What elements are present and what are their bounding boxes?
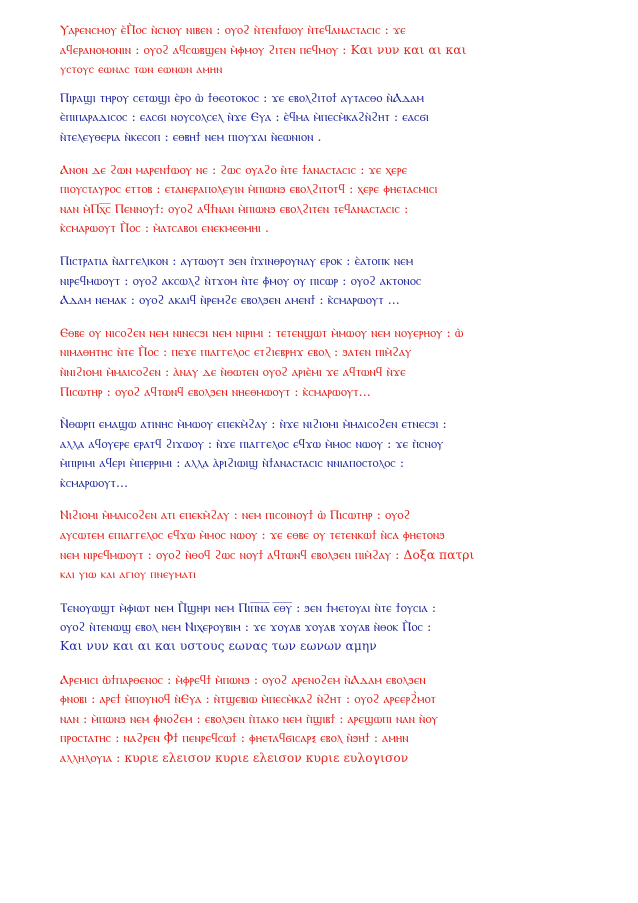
stanza-line: ⲛⲁⲛ : ⲙ̀ⲡⲱⲛϧ ⲛⲉⲙ ⲫ̀ⲛⲟϩⲉⲙ : ⲉⲃⲟⲗϧⲉⲛ ⲡ̀ⲧⲁⲕⲟ ⲛⲉⲙ ⲡ̀ϣⲓⲃϯ : ⲁⲣⲉϣⲱⲡⲓ ⲛⲁⲛ ⲛ̀ⲟⲩ [60, 710, 438, 726]
stanza-line: ⲫⲛⲟⲃⲓ : ⲁⲣⲉϯ ⲙ̀ⲡⲟⲩⲛⲟϥ ⲛ̀Ⲉⲩⲁ : ⲛ̀ⲧϣⲉⲃⲓⲱ ⲙ̀ⲡⲉⲥⲙ̀ⲕⲁϩ ⲛ̀ϩⲏⲧ : ⲟⲩⲟϩ ⲁⲣⲉⲉⲣϩ̀ⲙⲟⲧ [60, 691, 436, 707]
stanza-line [60, 545, 600, 566]
stanza-line: ⲕ̀ⲥⲙⲁⲣⲱⲟⲩⲧ Ⲡ̀ⲟⲥ : ⲙ̀ⲁⲧⲥⲁⲃⲟⲓ ⲉⲛⲉⲕⲙⲉⲑⲙⲏⲓ . [60, 220, 270, 236]
coptic-text: ⲁⲗⲗⲏⲗⲟⲩⲓⲁ [60, 750, 113, 765]
stanza-line: ⲛⲓⲣⲉϥⲙⲱⲟⲩⲧ : ⲟⲩⲟϩ ⲁⲕⲥⲱⲗϩ ⲛ̀ⲧϫⲟⲙ ⲛ̀ⲧⲉ ⲫ̀ⲙⲟⲩ ⲟⲩ ⲡⲓⲥⲱⲣ : ⲟⲩⲟϩ ⲁⲕⲧⲟⲛⲟⲥ [60, 272, 422, 288]
stanza-line: ⲡⲓⲟⲩⲥⲧⲁⲩⲣⲟⲥ ⲉⲧⲧⲟⲃ : ⲉⲧⲁⲛⲉⲣⲁⲡⲟⲗⲉⲩⲓⲛ ⲙ̀ⲡⲓⲱⲛϧ ⲉⲃⲟⲗϩⲓⲧⲟⲧϥ : ⲭⲉⲣⲉ ⲫⲏⲉⲧⲁⲥⲙⲓⲥⲓ [60, 181, 438, 197]
stanza-line: ⲟⲩⲟϩ ⲛ̀ⲧⲉⲛⲱϣ ⲉⲃⲟⲗ ⲛⲉⲙ Ⲛⲓⲭⲉⲣⲟⲩⲃⲓⲙ : ϫⲉ ϫⲟⲩⲁⲃ ϫⲟⲩⲁⲃ ϫⲟⲩⲁⲃ ⲛ̀ⲑⲟⲕ Ⲡ̀ⲟⲥ : [60, 619, 432, 635]
stanza-line: ⲛⲓⲙⲁⲑⲏⲧⲏⲥ ⲛ̀ⲧⲉ Ⲡ̀ⲟⲥ : ⲡⲉϫⲉ ⲡⲓⲁⲅⲅⲉⲗⲟⲥ ⲉⲧϩⲓⲉⲃⲣⲏϫ ⲉⲃⲟⲗ : ϧⲁⲧⲉⲛ ⲡⲓⲙ̀ϩⲁⲩ [60, 344, 412, 360]
stanza-3 [60, 160, 600, 238]
greek-text: κυριε ελεισον κυριε ελεισον κυριε ευλογισον [124, 751, 409, 765]
stanza-line: Ⲁⲣⲉⲙⲓⲥⲓ ⲱ̀ϯⲡⲁⲣⲑⲉⲛⲟⲥ : ⲙ̀ⲫⲣⲉϥϯ ⲙ̀ⲡⲱⲛϧ : ⲟⲩⲟϩ ⲁⲣⲉⲛⲟϩⲉⲙ ⲛ̀Ⲁⲇⲁⲙ ⲉⲃⲟⲗϧⲉⲛ [60, 671, 426, 687]
stanza-5 [60, 323, 600, 401]
stanza-4 [60, 251, 600, 310]
stanza-line: Ⲁⲇⲁⲙ ⲛⲉⲙⲁⲕ : ⲟⲩⲟϩ ⲁⲕⲁⲓϥ ⲛ̀ⲣⲉⲙϩⲉ ⲉⲃⲟⲗϧⲉⲛ ⲁⲙⲉⲛϯ : ⲕ̀ⲥⲙⲁⲣⲱⲟⲩⲧ ... [60, 292, 400, 308]
stanza-line: Ⲛⲓϩⲓⲟⲙⲓ ⲙ̀ⲙⲁⲓⲥⲟϩⲉⲛ ⲁⲧⲓ ⲉⲡⲉⲕⲙ̀ϩⲁⲩ : ⲛⲉⲙ ⲡⲓⲥⲟⲓⲛⲟⲩϯ ⲱ̀ Ⲡⲓⲥⲱⲧⲏⲣ : ⲟⲩⲟϩ [60, 507, 411, 523]
document-page [60, 20, 600, 782]
stanza-line [60, 40, 600, 61]
stanza-1 [60, 20, 600, 80]
stanza-line: ⲕⲁⲓ ⲩⲓⲱ ⲕⲁⲓ ⲁⲅⲓⲟⲩ ⲡⲛⲉⲩⲙⲁⲧⲓ [60, 567, 197, 582]
coptic-text: ⲁϥⲉⲣⲁⲛⲟⲙⲟⲛⲓⲛ : ⲟⲩⲟϩ ⲁϥⲥⲱⲃϣⲉⲛ ⲙ̀ⲫⲙⲟⲩ ϩⲓⲧⲉⲛ ⲡⲉϥⲙⲟⲩ : [60, 41, 347, 57]
stanza-line: Ⲡⲓⲣⲁϣⲓ ⲧⲏⲣⲟⲩ ⲥⲉⲧⲱϣⲓ ⲉ̀ⲣⲟ ⲱ̀ ϯⲑⲉⲟⲧⲟⲕⲟⲥ : ϫⲉ ⲉⲃⲟⲗϩⲓⲧⲟϯ ⲁⲩⲧⲁⲥⲑⲟ ⲛ̀Ⲁⲇⲁⲙ [60, 89, 425, 105]
stanza-line: Ⲡⲓⲥⲱⲧⲏⲣ : ⲟⲩⲟϩ ⲁϥⲧⲱⲛϥ ⲉⲃⲟⲗϧⲉⲛ ⲛⲏⲉⲑⲙⲱⲟⲩⲧ : ⲕ̀ⲥⲙⲁⲣⲱⲟⲩⲧ... [60, 383, 371, 399]
stanza-line: Ⲧⲉⲛⲟⲩⲱϣⲧ ⲙ̀ⲫⲓⲱⲧ ⲛⲉⲙ Ⲡ̀ϣⲏⲣⲓ ⲛⲉⲙ Ⲡⲓⲡ̅ⲛ̅ⲁ̅ ⲉ̅ⲑ̅ⲩ̅ : ϧⲉⲛ ϯⲙⲉⲧⲟⲩⲁⲓ ⲛ̀ⲧⲉ ϯⲟⲩⲥⲓⲁ : [60, 599, 437, 615]
stanza-line: ⲉ̀ⲡⲓⲡⲁⲣⲁⲇⲓⲥⲟⲥ : ⲉⲁⲥϭⲓ ⲛⲟⲩⲥⲟⲗⲥⲉⲗ ⲛ̀ϫⲉ Ⲉⲩⲁ : ⲉ̀ϥⲙⲁ ⲙ̀ⲡⲉⲥⲙ̀ⲕⲁϩⲛ̀ϩⲏⲧ : ⲉⲁⲥϭⲓ [60, 109, 429, 125]
greek-text: Και νυν και αι και [350, 42, 467, 57]
stanza-line: ⲕ̀ⲥⲙⲁⲣⲱⲟⲩⲧ... [60, 474, 129, 490]
stanza-line: Ⲡⲓⲥⲧⲣⲁⲧⲓⲁ ⲛ̀ⲁⲅⲅⲉⲗⲓⲕⲟⲛ : ⲁⲩⲧⲱⲟⲩⲧ ϧⲉⲛ ⲡ̀ϫⲓⲛⲑⲣⲟⲩⲛⲁⲩ ⲉⲣⲟⲕ : ⲉ̀ⲁⲧⲟⲡⲕ ⲛⲉⲙ [60, 252, 414, 268]
stanza-2 [60, 88, 600, 147]
stanza-line: Ⲁⲛⲟⲛ ⲇⲉ ϩⲱⲛ ⲙⲁⲣⲉⲛϯⲱⲟⲩ ⲛⲉ : ϩⲱⲥ ⲟⲩⲁϩⲟ ⲛ̀ⲧⲉ ϯⲁⲛⲁⲥⲧⲁⲥⲓⲥ : ϫⲉ ⲭⲉⲣⲉ [60, 161, 408, 177]
stanza-6 [60, 414, 600, 492]
stanza-line: Ⲛ̀ⲑⲱⲣⲡ ⲉⲙⲁϣⲱ ⲁⲧⲓⲛⲏⲥ ⲙ̀ⲙⲱⲟⲩ ⲉⲡⲉⲕⲙ̀ϩⲁⲩ : ⲛ̀ϫⲉ ⲛⲓϩⲓⲟⲙⲓ ⲙ̀ⲙⲁⲓⲥⲟϩⲉⲛ ⲉⲧⲛⲉⲥϧⲓ : [60, 416, 447, 432]
stanza-line: ⲛⲁⲛ ⲙ̀Ⲡⲭ̅ⲥ̅ Ⲡⲉⲛⲛⲟⲩϯ: ⲟⲩⲟϩ ⲁϥϯⲛⲁⲛ ⲙ̀ⲡⲓⲱⲛϧ ⲉⲃⲟⲗϩⲓⲧⲉⲛ ⲧⲉϥⲁⲛⲁⲥⲧⲁⲥⲓⲥ : [60, 200, 409, 216]
stanza-line: ⲛ̀ⲧⲉⲗⲉⲩⲑⲉⲣⲓⲁ ⲛ̀ⲕⲉⲥⲟⲡ : ⲉⲑⲃⲏϯ ⲛⲉⲙ ⲡⲓⲟⲩϫⲁⲓ ⲛ̀ⲉⲱⲛⲓⲟⲛ . [60, 128, 322, 144]
stanza-line: ⲙ̀ⲡⲓⲣⲓⲙⲓ ⲁϥⲉⲣⲓ ⲙ̀ⲡⲉⲣⲣⲓⲙⲓ : ⲁⲗⲗⲁ ⲁ̀ⲣⲓϩⲓⲱⲓϣ ⲛ̀ϯⲁⲛⲁⲥⲧⲁⲥⲓⲥ ⲛⲛⲓⲁⲡⲟⲥⲧⲟⲗⲟⲥ : [60, 455, 405, 471]
stanza-8 [60, 598, 600, 657]
stanza-line: Ⲩⲁⲣⲉⲛⲥⲙⲟⲩ ⲉ̀Ⲡ̀ⲟⲥ ⲛ̀ⲥⲛⲟⲩ ⲛⲓⲃⲉⲛ : ⲟⲩⲟϩ ⲛ̀ⲧⲉⲛϯⲱⲟⲩ ⲛ̀ⲧⲉϥⲁⲛⲁⲥⲧⲁⲥⲓⲥ : ϫⲉ [60, 22, 406, 37]
stanza-7 [60, 505, 600, 584]
stanza-line: ⲁⲗⲗⲁ ⲁϥⲟⲩⲉⲣⲉ ⲉⲣⲁⲧϥ ϩⲓϫⲱⲟⲩ : ⲛ̀ϫⲉ ⲡⲓⲁⲅⲅⲉⲗⲟⲥ ⲉϥϫⲱ ⲙ̀ⲙⲟⲥ ⲛⲱⲟⲩ : ϫⲉ ⲡ̀ⲥⲛⲟⲩ [60, 435, 444, 451]
stanza-line: ⲩⲥⲧⲟⲩⲥ ⲉⲱⲛⲁⲥ ⲧⲱⲛ ⲉⲱⲛⲱⲛ ⲁⲙⲏⲛ [60, 62, 223, 77]
stanza-line: ⲛ̀ⲛⲓϩⲓⲟⲙⲓ ⲙ̀ⲙⲁⲓⲥⲟϩⲉⲛ : ⲁ̀ⲛⲁⲩ ⲇⲉ ⲛ̀ⲑⲱⲧⲉⲛ ⲟⲩⲟϩ ⲁⲣⲓⲉ̀ⲙⲓ ϫⲉ ⲁϥⲧⲱⲛϥ ⲛ̀ϫⲉ [60, 363, 406, 379]
coptic-text: ⲛⲉⲙ ⲛⲓⲣⲉϥⲙⲱⲟⲩⲧ : ⲟⲩⲟϩ ⲛ̀ⲑⲟϥ ϩⲱⲥ ⲛⲟⲩϯ ⲁϥⲧⲱⲛϥ ⲉⲃⲟⲗϧⲉⲛ ⲡⲓⲙ̀ϩⲁⲩ : [60, 546, 400, 562]
stanza-line: Και νυν και αι και υστους εωνας των εωνων αμην [60, 639, 377, 654]
stanza-9 [60, 670, 600, 769]
stanza-line: ⲡⲣⲟⲥⲧⲁⲧⲏⲥ : ⲛⲁϩⲣⲉⲛ Ⲫ̀ϯ ⲡⲉⲛⲣⲉϥⲥⲱϯ : ⲫⲏⲉⲧⲁϥϭⲓⲥⲁⲣⲝ ⲉⲃⲟⲗ ⲛ̀ϧⲏϯ : ⲁⲙⲏⲛ [60, 730, 409, 746]
stanza-line: Ⲉⲑⲃⲉ ⲟⲩ ⲛⲓⲥⲟϩⲉⲛ ⲛⲉⲙ ⲛⲓⲛⲉⲥϧⲓ ⲛⲉⲙ ⲛⲓⲣⲓⲙⲓ : ⲧⲉⲧⲉⲛϣⲱⲧ ⲙ̀ⲙⲱⲟⲩ ⲛⲉⲙ ⲛⲟⲩⲉⲣⲏⲟⲩ : ⲱ̀ [60, 324, 464, 340]
stanza-line: ⲁⲩⲥⲱⲧⲉⲙ ⲉⲡⲓⲁⲅⲅⲉⲗⲟⲥ ⲉϥϫⲱ ⲙ̀ⲙⲟⲥ ⲛⲱⲟⲩ : ϫⲉ ⲉⲑⲃⲉ ⲟⲩ ⲧⲉⲧⲉⲛⲕⲱϯ ⲛ̀ⲥⲁ ⲫⲏⲉⲧⲟⲛϧ [60, 527, 445, 543]
greek-text: Δοξα πατρι [403, 547, 475, 562]
stanza-line: ⲁⲗⲗⲏⲗⲟⲩⲓⲁ : κυριε ελεισον κυριε ελεισον κυριε ευλογισον [60, 750, 409, 765]
